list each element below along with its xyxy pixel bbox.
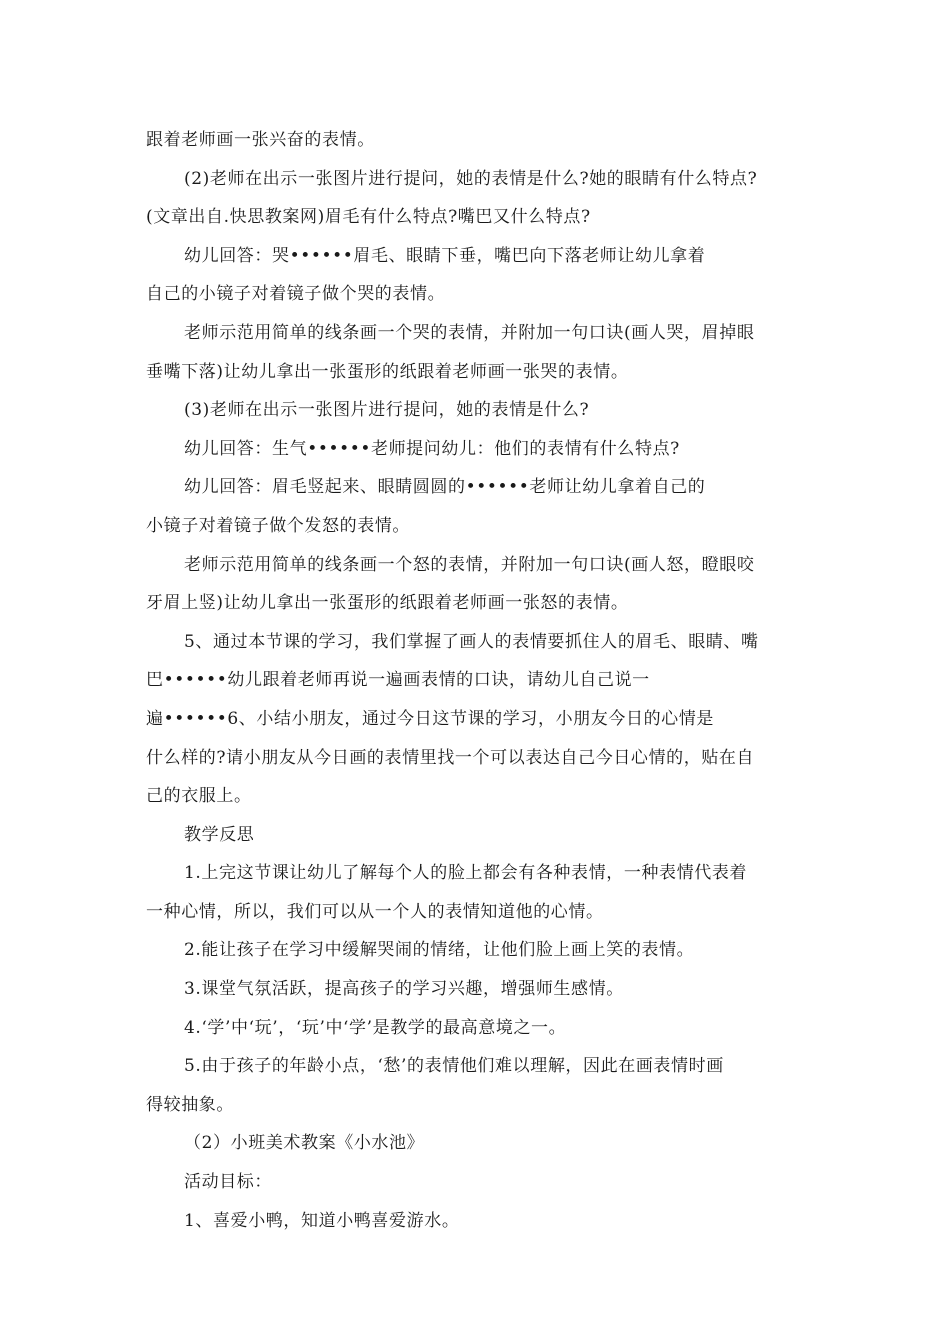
text-line: （2）小班美术教案《小水池》 — [184, 1133, 425, 1154]
text-line: (文章出自.快思教案网)眉毛有什么特点?嘴巴又什么特点? — [146, 207, 591, 228]
text-line: 遍••••••6、小结小朋友，通过今日这节课的学习，小朋友今日的心情是 — [146, 708, 714, 729]
text-line: 己的衣服上。 — [146, 786, 252, 807]
text-line: 5、通过本节课的学习，我们掌握了画人的表情要抓住人的眉毛、眼睛、嘴 — [184, 631, 759, 652]
text-line: 1.上完这节课让幼儿了解每个人的脸上都会有各种表情，一种表情代表着 — [184, 863, 748, 884]
text-line: 什么样的?请小朋友从今日画的表情里找一个可以表达自己今日心情的，贴在自 — [146, 747, 755, 768]
text-line: 幼儿回答：眉毛竖起来、眼睛圆圆的••••••老师让幼儿拿着自己的 — [184, 477, 706, 498]
text-line: 2.能让孩子在学习中缓解哭闹的情绪，让他们脸上画上笑的表情。 — [184, 940, 695, 961]
text-line: 自己的小镜子对着镜子做个哭的表情。 — [146, 284, 446, 305]
text-line: 4.‘学’中‘玩’，‘玩’中‘学’是教学的最高意境之一。 — [184, 1017, 567, 1038]
text-line: 幼儿回答：哭••••••眉毛、眼睛下垂，嘴巴向下落老师让幼儿拿着 — [184, 245, 706, 266]
text-line: 垂嘴下落)让幼儿拿出一张蛋形的纸跟着老师画一张哭的表情。 — [146, 361, 629, 382]
text-line: 教学反思 — [184, 824, 255, 845]
text-line: 老师示范用简单的线条画一个怒的表情，并附加一句口诀(画人怒，瞪眼咬 — [184, 554, 755, 575]
text-line: 老师示范用简单的线条画一个哭的表情，并附加一句口诀(画人哭，眉掉眼 — [184, 322, 755, 343]
text-line: 巴••••••幼儿跟着老师再说一遍画表情的口诀，请幼儿自己说一 — [146, 670, 650, 691]
text-line: 活动目标： — [184, 1172, 272, 1193]
text-line: 幼儿回答：生气••••••老师提问幼儿：他们的表情有什么特点? — [184, 438, 680, 459]
document-page — [146, 121, 806, 1240]
text-line: 3.课堂气氛活跃，提高孩子的学习兴趣，增强师生感情。 — [184, 979, 624, 1000]
text-line: 得较抽象。 — [146, 1094, 234, 1115]
text-line: (2)老师在出示一张图片进行提问，她的表情是什么?她的眼睛有什么特点? — [184, 168, 758, 189]
text-line: 小镜子对着镜子做个发怒的表情。 — [146, 515, 410, 536]
text-line: (3)老师在出示一张图片进行提问，她的表情是什么? — [184, 400, 590, 421]
text-line: 一种心情，所以，我们可以从一个人的表情知道他的心情。 — [146, 901, 604, 922]
text-line: 1、喜爱小鸭，知道小鸭喜爱游水。 — [184, 1210, 460, 1231]
text-line: 跟着老师画一张兴奋的表情。 — [146, 130, 375, 150]
text-line: 5.由于孩子的年龄小点，‘愁’的表情他们难以理解，因此在画表情时画 — [184, 1056, 724, 1077]
text-line: 牙眉上竖)让幼儿拿出一张蛋形的纸跟着老师画一张怒的表情。 — [146, 593, 629, 614]
